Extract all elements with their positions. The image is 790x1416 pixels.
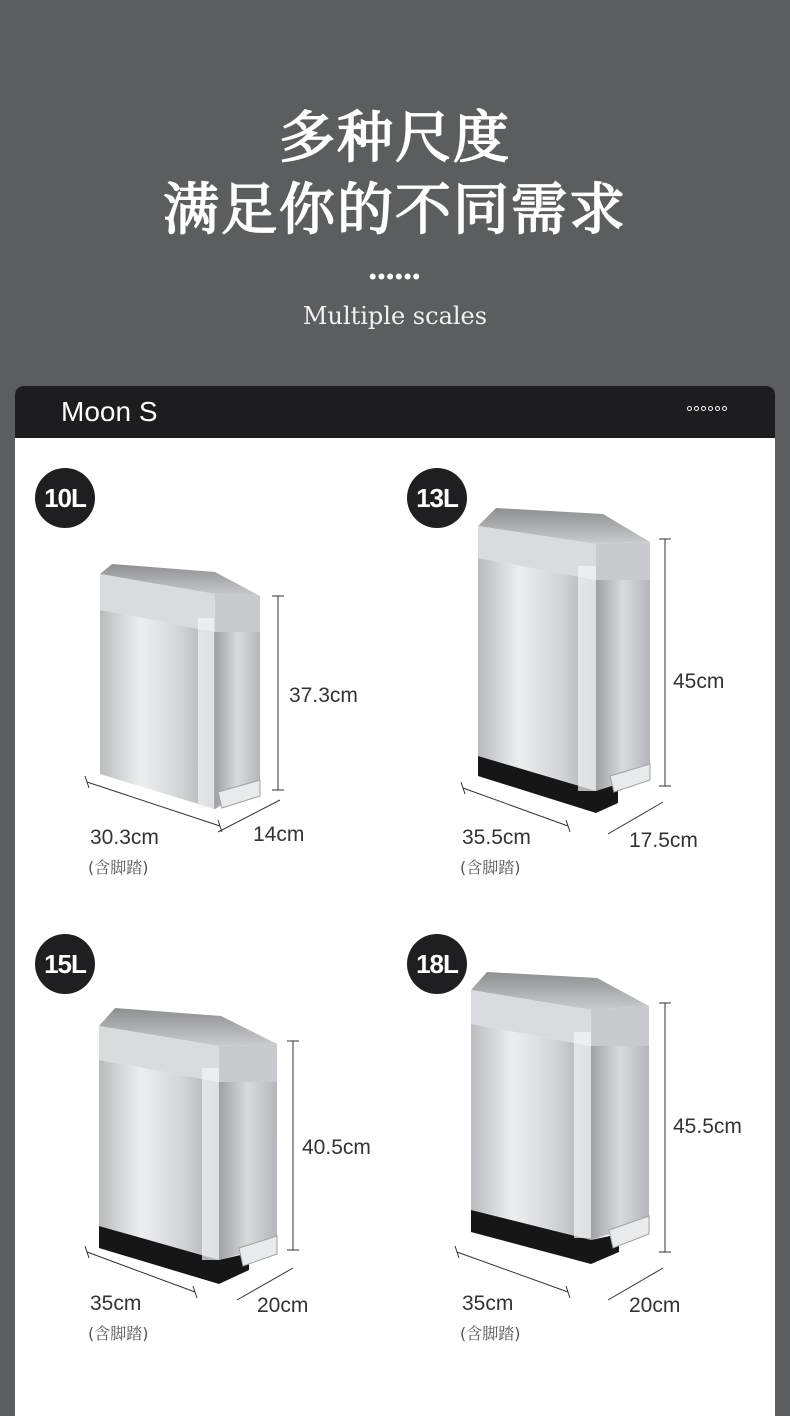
capacity-badge: 15L (35, 934, 95, 994)
width-note: (含脚踏) (460, 1324, 521, 1343)
width-note: (含脚踏) (88, 1324, 149, 1343)
trash-bin-18l-icon (15, 386, 775, 1416)
depth-label: 20cm (629, 1294, 681, 1317)
width-label: 35cm (462, 1292, 514, 1315)
depth-label: 17.5cm (629, 829, 698, 852)
headline-line-2: 满足你的不同需求 (163, 178, 627, 243)
depth-label: 20cm (257, 1294, 309, 1317)
height-label: 45.5cm (673, 1115, 742, 1138)
height-label: 45cm (673, 670, 725, 693)
width-label: 30.3cm (90, 826, 159, 849)
capacity-badge: 10L (35, 468, 95, 528)
hero-section (0, 0, 790, 386)
height-label: 40.5cm (302, 1136, 371, 1159)
headline-line-1: 多种尺度 (279, 106, 511, 171)
headline-subtitle: Multiple scales (302, 302, 488, 330)
width-label: 35cm (90, 1292, 142, 1315)
series-name: Moon S (61, 396, 158, 427)
divider-dots: •••••• (368, 264, 422, 289)
width-note: (含脚踏) (88, 858, 149, 877)
width-label: 35.5cm (462, 826, 531, 849)
capacity-badge: 13L (407, 468, 467, 528)
size-panel (15, 386, 775, 1416)
capacity-badge: 18L (407, 934, 467, 994)
width-note: (含脚踏) (460, 858, 521, 877)
height-label: 37.3cm (289, 684, 358, 707)
depth-label: 14cm (253, 823, 305, 846)
